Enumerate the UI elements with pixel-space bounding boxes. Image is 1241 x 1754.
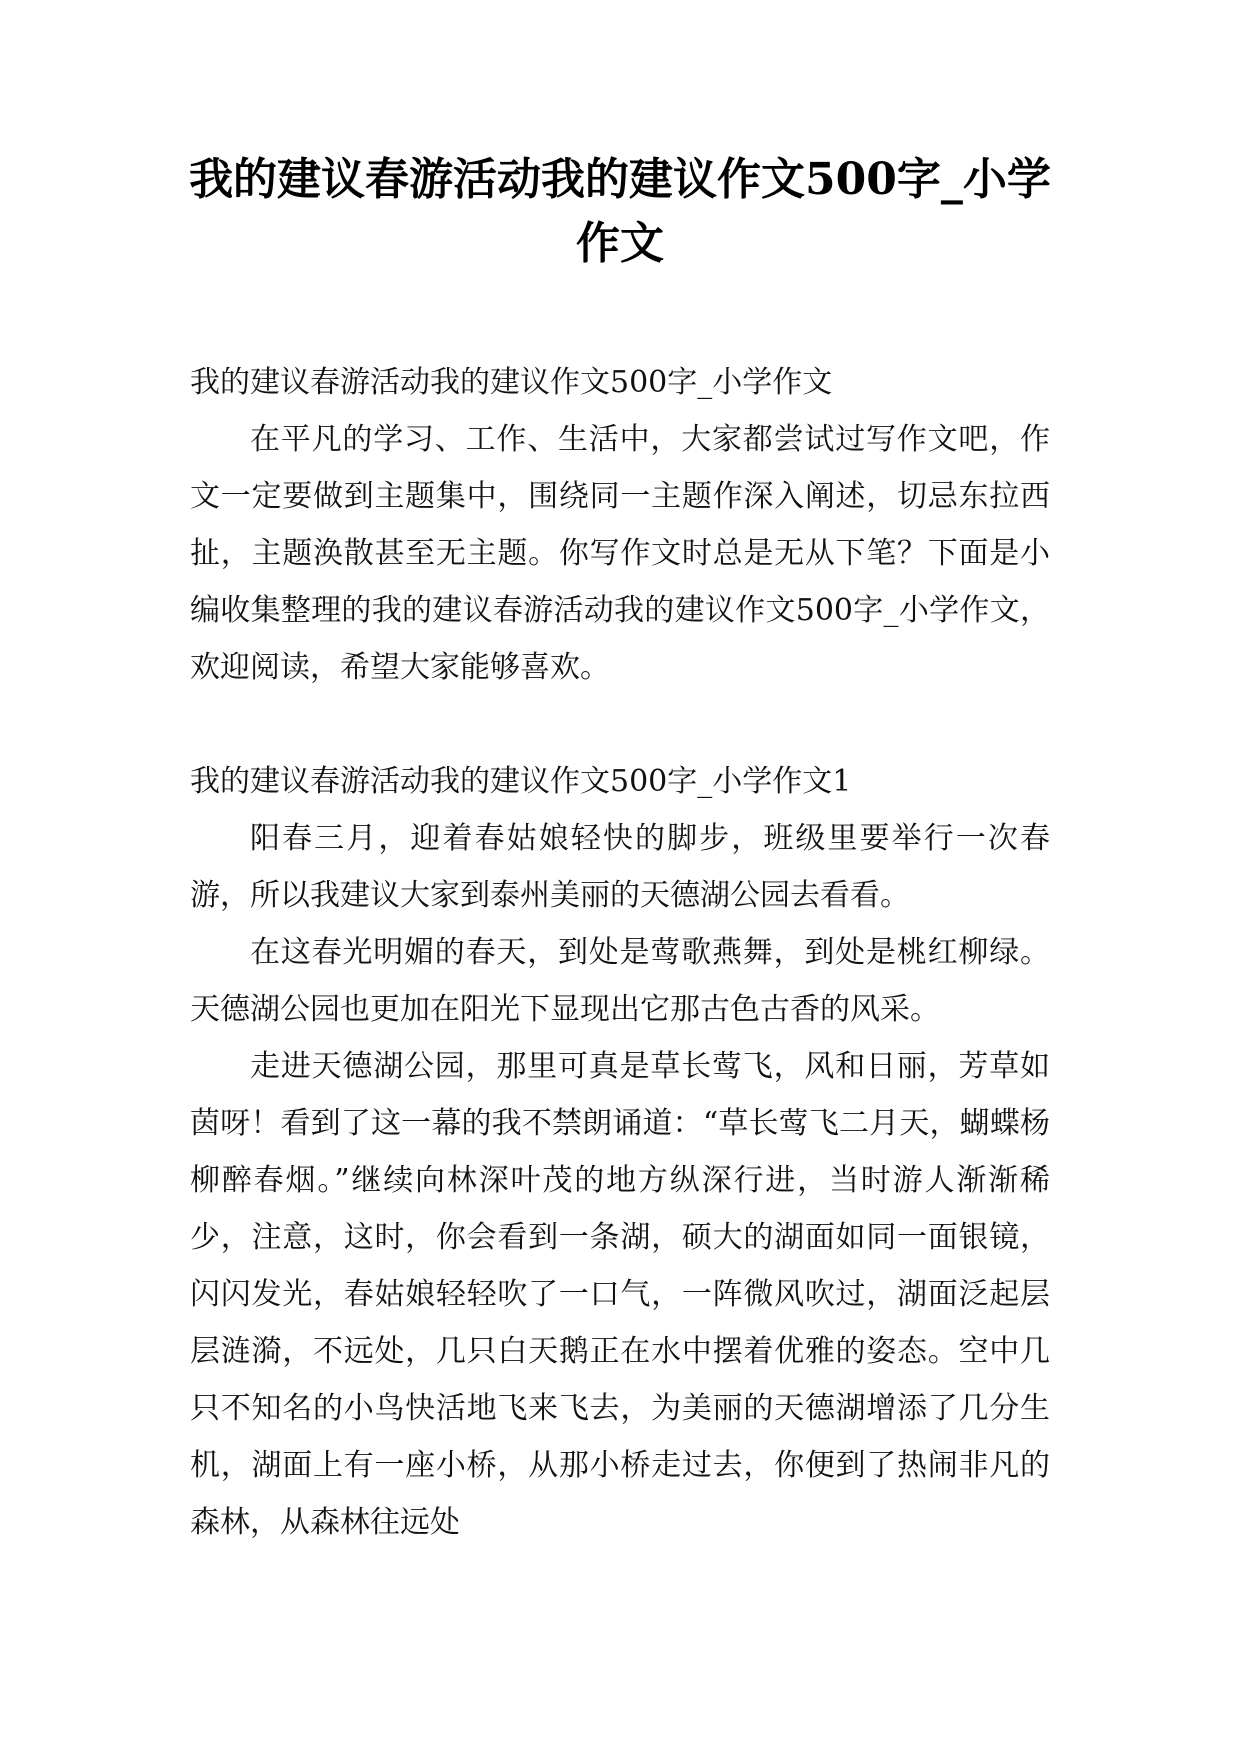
intro-paragraph: 在平凡的学习、工作、生活中，大家都尝试过写作文吧，作文一定要做到主题集中，围绕同一主题作深入阐述，切忌东拉西扯，主题涣散甚至无主题。你写作文时总是无从下笔？下面是小编收集整理的我的建议春游活动我的建议作文500字_小学作文，欢迎阅读，希望大家能够喜欢。 — [190, 422, 1050, 685]
document-title: 我的建议春游活动我的建议作文500字_小学作文 — [189, 154, 1051, 269]
essay-paragraph: 在这春光明媚的春天，到处是莺歌燕舞，到处是桃红柳绿。天德湖公园也更加在阳光下显现出它那古色古香的风采。 — [190, 935, 1050, 1027]
document-body — [190, 354, 1050, 1551]
essay-paragraph: 走进天德湖公园，那里可真是草长莺飞，风和日丽，芳草如茵呀！看到了这一幕的我不禁朗诵道：“草长莺飞二月天，蝴蝶杨柳醉春烟。”继续向林深叶茂的地方纵深行进，当时游人渐渐稀少，注意，这时，你会看到一条湖，硕大的湖面如同一面银镜，闪闪发光，春姑娘轻轻吹了一口气，一阵微风吹过，湖面泛起层层涟漪，不远处，几只白天鹅正在水中摆着优雅的姿态。空中几只不知名的小鸟快活地飞来飞去，为美丽的天德湖增添了几分生机，湖面上有一座小桥，从那小桥走过去，你便到了热闹非凡的森林，从森林往远处 — [190, 1049, 1050, 1540]
section-gap — [190, 696, 1050, 753]
essay-paragraph: 阳春三月，迎着春姑娘轻快的脚步，班级里要举行一次春游，所以我建议大家到泰州美丽的天德湖公园去看看。 — [190, 821, 1050, 913]
essay-heading: 我的建议春游活动我的建议作文500字_小学作文1 — [190, 764, 852, 799]
intro-heading: 我的建议春游活动我的建议作文500字_小学作文 — [190, 365, 833, 400]
